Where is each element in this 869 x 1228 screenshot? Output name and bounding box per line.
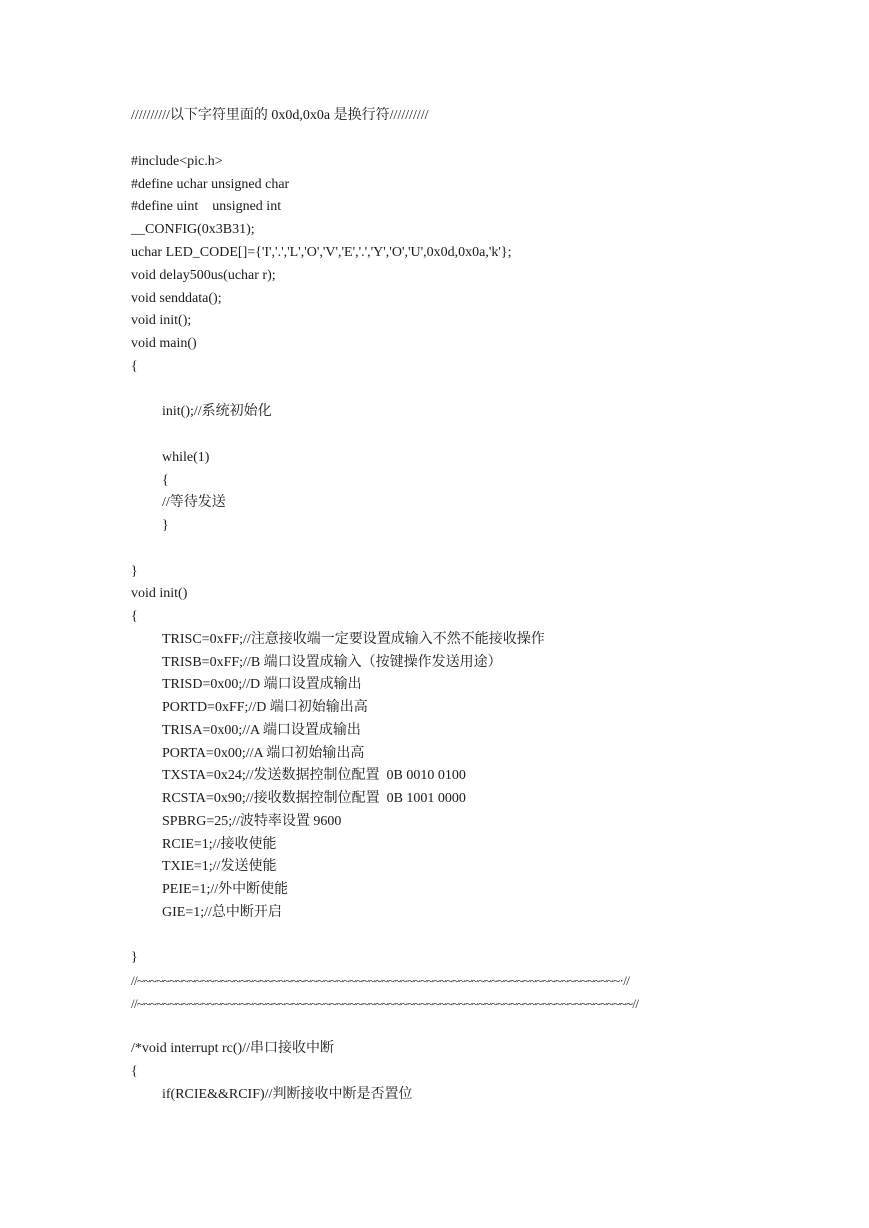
header-comment: //////////以下字符里面的 0x0d,0x0a 是换行符////////// [131,108,429,123]
init-prototype-line: void init(); [131,313,192,328]
config-line: __CONFIG(0x3B31); [131,222,255,237]
interrupt-open-brace: { [131,1064,138,1079]
txsta-line: TXSTA=0x24;//发送数据控制位配置 0B 0010 0100 [162,768,466,783]
trisa-line: TRISA=0x00;//A 端口设置成输出 [162,723,361,738]
rcie-line: RCIE=1;//接收使能 [162,837,277,852]
porta-line: PORTA=0x00;//A 端口初始输出高 [162,746,365,761]
separator-line-2: //~~~~~~~~~~~~~~~~~~~~~~~~~~~~~~~~~~~~~~~~~~~~~~~~~~~~~~~~~~~~~~~~~~~~~~~~~~~~~// [131,996,639,1011]
gie-line: GIE=1;//总中断开启 [162,905,282,920]
senddata-prototype-line: void senddata(); [131,291,222,306]
trisc-line: TRISC=0xFF;//注意接收端一定要设置成输入不然不能接收操作 [162,632,545,647]
init-signature-line: void init() [131,586,188,601]
init-close-brace: } [131,950,138,965]
peie-line: PEIE=1;//外中断使能 [162,882,289,897]
trisd-line: TRISD=0x00;//D 端口设置成输出 [162,677,362,692]
wait-send-comment: //等待发送 [162,495,226,510]
spbrg-line: SPBRG=25;//波特率设置 9600 [162,814,342,829]
led-code-array-line: uchar LED_CODE[]={'I','.','L','O','V','E','.','Y','O','U',0x0d,0x0a,'k'}; [131,245,512,260]
delay-prototype-line: void delay500us(uchar r); [131,268,276,283]
define-uint-line: #define uint unsigned int [131,199,282,214]
init-open-brace: { [131,609,138,624]
rcif-check-line: if(RCIE&&RCIF)//判断接收中断是否置位 [162,1087,413,1102]
main-open-brace: { [131,359,138,374]
portd-line: PORTD=0xFF;//D 端口初始输出高 [162,700,368,715]
main-close-brace: } [131,564,138,579]
txie-line: TXIE=1;//发送使能 [162,859,277,874]
include-line: #include<pic.h> [131,154,223,169]
while-open-brace: { [162,473,169,488]
define-uchar-line: #define uchar unsigned char [131,177,290,192]
main-signature-line: void main() [131,336,197,351]
rcsta-line: RCSTA=0x90;//接收数据控制位配置 0B 1001 0000 [162,791,466,806]
while-close-brace: } [162,518,169,533]
trisb-line: TRISB=0xFF;//B 端口设置成输入（按键操作发送用途） [162,655,502,670]
separator-line-1: //~~~~~~~~~~~~~~~~~~~~~~~~~~~~~~~~~~~~~~~~~~~~~~~~~~~~~~~~~~~~~~~~~~~~~~~~~~~·// [131,973,630,988]
while-line: while(1) [162,450,210,465]
init-call-line: init();//系统初始化 [162,404,272,419]
interrupt-signature-line: /*void interrupt rc()//串口接收中断 [131,1041,334,1056]
